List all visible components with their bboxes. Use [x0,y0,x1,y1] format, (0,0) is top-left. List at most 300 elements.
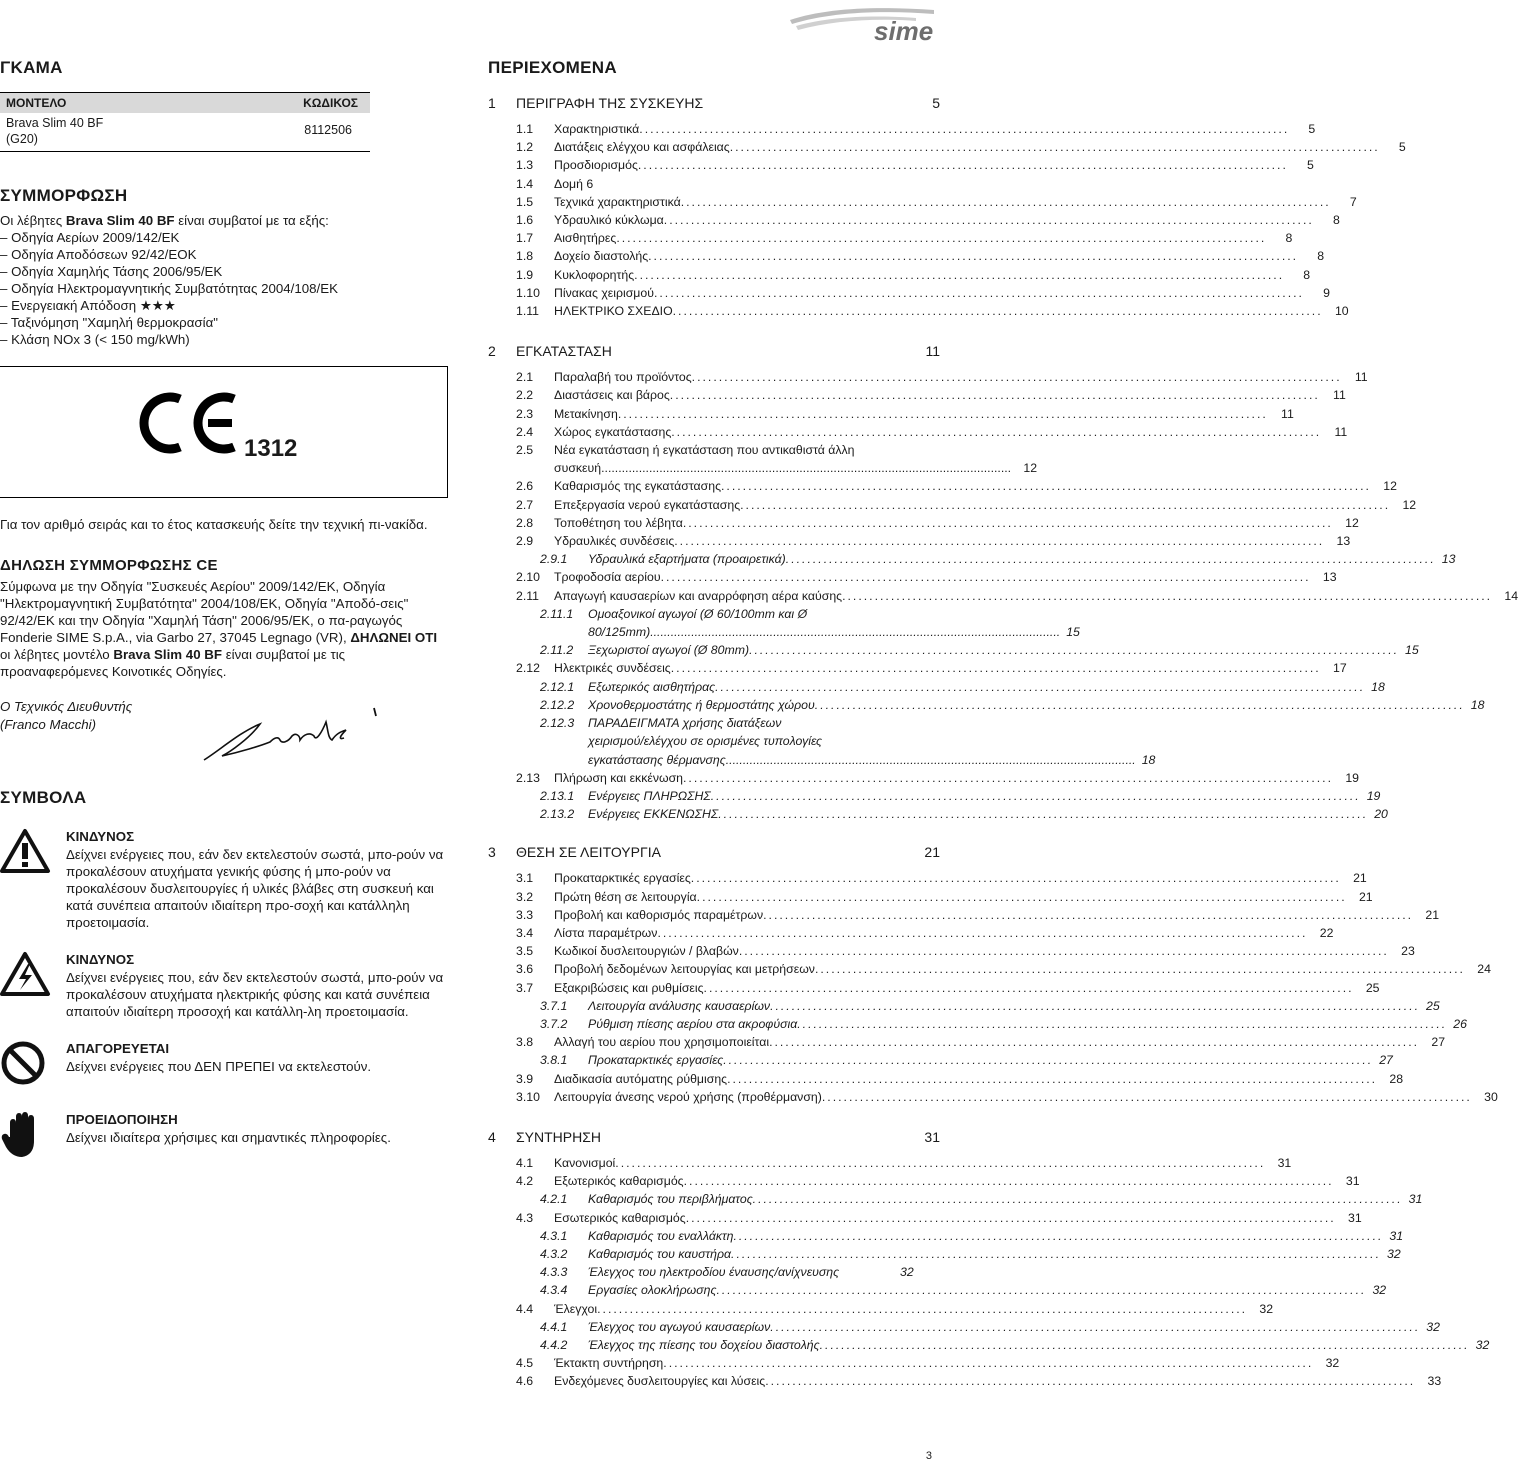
toc-entry-number: 1.9 [516,267,534,282]
toc-entry-number: 1.8 [516,249,534,264]
toc-entry-title: Χρονοθερμοστάτης ή θερμοστάτης χώρου [588,697,815,712]
warning-triangle-icon [0,828,66,931]
toc-leader: ........................................................................................................................ [672,304,1323,319]
toc-entry[interactable] [488,477,1397,495]
toc-entry-title-cont: 80/125mm) [588,625,651,640]
list-item: – Ταξινόμηση "Χαμηλή θερμοκρασία" [0,315,218,330]
toc-leader: ........................................................................................................................ [716,1283,1367,1298]
toc-section[interactable] [488,342,940,360]
toc-entry-title: Ενδεχόμενες δυσλειτουργίες και λύσεις [554,1374,766,1389]
toc-entry-title: Δομή 6 [554,176,594,191]
toc-entry-page: 11 [1354,370,1368,385]
toc-entry-page: 8 [1332,213,1340,228]
toc-entry-number: 4.3.1 [540,1228,568,1243]
toc-entry-number: 2.9.1 [540,552,568,567]
toc-entry[interactable] [488,1372,1442,1390]
toc-subentry[interactable] [488,550,1456,568]
toc-entry-page: 5 [1398,140,1406,155]
toc-leader: ........................................................................................................................ [685,1210,1336,1225]
toc-entry-title: ΗΛΕΚΤΡΙΚΟ ΣΧΕΔΙΟ [554,304,673,319]
ce-mark-icon [142,391,242,455]
toc-entry-page: 30 [1484,1089,1498,1104]
toc-leader: ........................................................................................................................ [785,552,1436,567]
toc-entry-title: Κωδικοί δυσλειτουργιών / βλαβών [554,944,739,959]
toc-entry-number: 1.3 [516,158,534,173]
toc-entry-number: 4.6 [516,1374,534,1389]
toc-entry[interactable] [488,423,1348,441]
toc-entry-number: 4.2 [516,1174,534,1189]
toc-entry-title: Προκαταρκτικές εργασίες [588,1053,724,1068]
symbol-description: Δείχνει ιδιαίτερα χρήσιμες και σημαντικές πληροφορίες. [66,1130,391,1145]
toc-entry[interactable] [488,587,1518,605]
toc-entry[interactable] [488,138,1406,156]
toc-entry-number: 4.5 [516,1356,534,1371]
toc-entry-title: Έλεγχοι [554,1301,598,1316]
toc-entry[interactable] [488,1209,1362,1227]
toc-entry-page: 32 [1325,1356,1340,1371]
toc-entry-title: Ενέργειες ΕΚΚΕΝΩΣΗΣ [588,807,719,822]
toc-entry-number: 2.1 [516,370,534,385]
sime-logo [786,6,936,46]
symbol-title: ΚΙΝΔΥΝΟΣ [66,952,135,967]
toc-leader: ........................................................................................................................ [710,788,1361,803]
model-name: Brava Slim 40 BF [6,116,104,130]
toc-entry[interactable] [488,769,1359,787]
toc-entry[interactable] [488,284,1330,302]
toc-entry-title: Μετακίνηση [554,406,618,421]
toc-section[interactable] [488,94,940,112]
toc-leader: ........................................................................................................................ [617,406,1268,421]
toc-leader: ........................................................................................................................ [674,534,1325,549]
toc-leader: ........................................................................................................................ [616,231,1267,246]
toc-entry-title: Καθαρισμός του περιβλήματος [588,1192,753,1207]
toc-entry[interactable] [488,568,1337,586]
toc-entry-number: 2.12 [516,661,540,676]
toc-leader: ........................................................................................................................ [769,1035,1420,1050]
toc-entry[interactable] [488,386,1346,404]
toc-entry[interactable] [488,211,1340,229]
toc-entry-page: 27 [1379,1053,1393,1068]
toc-entry[interactable] [488,1354,1340,1372]
signatory-title: Ο Τεχνικός Διευθυντής [0,699,133,714]
toc-entry-page: 8 [1303,267,1311,282]
toc-entry-title: Τροφοδοσία αερίου [554,570,661,585]
toc-entry-title: Χώρος εγκατάστασης [554,424,672,439]
toc-entry-page: 15 [1405,643,1419,658]
symbol-danger-general [0,828,450,931]
toc-leader: ........................................................................................................................ [842,588,1493,603]
toc-entry-title: Υδραυλικές συνδέσεις [554,534,675,549]
toc-entry-number: 4.3.2 [540,1246,568,1261]
toc-entry[interactable] [488,942,1415,960]
toc-entry-page: 22 [1319,925,1334,940]
toc-entry[interactable] [488,1300,1274,1318]
toc-leader: ........................................................................................................................ [752,1192,1403,1207]
toc-entry-page: 13 [1336,534,1351,549]
toc-entry-number: 2.9 [516,534,534,549]
list-item: – Οδηγία Χαμηλής Τάσης 2006/95/ΕΚ [0,264,223,279]
toc-leader: ........................................................................................................................ [663,1356,1314,1371]
toc-leader: ........................................................................................................................ [657,925,1308,940]
toc-entry-number: 3.5 [516,944,534,959]
toc-section-number: 2 [488,343,496,360]
toc-entry[interactable] [488,888,1373,906]
toc-section-page: 11 [925,343,940,360]
model-gas: (G20) [6,132,38,146]
toc-entry-page: 17 [1333,661,1347,676]
toc-entry-title: Εξωτερικός αισθητήρας [588,679,716,694]
toc-entry[interactable] [488,229,1293,247]
toc-entry-page: 13 [1322,570,1337,585]
toc-leader: ........................................................................................................................ [683,770,1333,785]
toc-entry[interactable] [488,302,1349,320]
toc-subentry[interactable] [488,1190,1423,1208]
toc-section[interactable] [488,1128,940,1146]
toc-entry-number: 2.3 [516,406,534,421]
toc-entry-number: 1.11 [516,304,540,319]
toc-entry[interactable] [488,368,1368,386]
toc-subentry[interactable] [488,1245,1401,1263]
toc-entry-page: 33 [1427,1374,1442,1389]
toc-entry-number: 4.3 [516,1210,534,1225]
toc-leader: ........................................................................................................................ [770,1319,1421,1334]
model-code: 8112506 [304,123,352,137]
toc-section-number: 1 [488,95,496,111]
toc-entry-page: 21 [1425,907,1440,922]
toc-entry-number: 2.5 [516,443,534,458]
toc-entry-title: Τεχνικά χαρακτηριστικά [554,194,681,209]
toc-entry-number: 2.6 [516,479,534,494]
toc-leader: ........................................................................................................................ [763,907,1414,922]
toc-entry-title: Ξεχωριστοί αγωγοί (Ø 80mm) [588,643,750,658]
symbol-title: ΠΡΟΕΙΔΟΠΟΙΗΣΗ [66,1112,178,1127]
toc-leader: ........................................................................................................................ [683,1174,1334,1189]
toc-entry-title: Ενέργειες ΠΛΗΡΩΣΗΣ [588,788,711,803]
toc-entry[interactable] [488,175,940,193]
toc-subentry[interactable] [488,1051,1393,1069]
toc-entry-title: Καθαρισμός του καυστήρα [588,1246,732,1261]
toc-section-page: 5 [932,95,940,111]
toc-leader: ........................................................................................................................ [718,807,1369,822]
toc-leader: ........................................................................................................................ [819,1337,1470,1352]
list-item: – Οδηγία Αποδόσεων 92/42/ΕΟΚ [0,247,197,262]
toc-entry-number: 1.5 [516,194,534,209]
toc-entry-title: Εργασίες ολοκλήρωσης [588,1283,717,1298]
toc-entry-page: 32 [1426,1319,1440,1334]
toc-entry-number: 3.2 [516,889,534,904]
toc-section-title: ΠΕΡΙΓΡΑΦΗ ΤΗΣ ΣΥΣΚΕΥΗΣ [516,95,704,111]
toc-entry[interactable] [488,1154,1292,1172]
toc-entry-title: Ρύθμιση πίεσης αερίου στα ακροφύσια [588,1016,798,1031]
toc-subentry[interactable] [488,714,1156,769]
toc-section-title: ΘΕΣΗ ΣΕ ΛΕΙΤΟΥΡΓΙΑ [516,844,661,861]
conformity-intro: Οι λέβητες Brava Slim 40 BF είναι συμβατοί με τα εξής: [0,213,329,228]
toc-leader: ........................................................................................................................ [634,267,1285,282]
toc-entry[interactable] [488,1033,1446,1051]
toc-entry[interactable] [488,960,1491,978]
toc-entry-page: 12 [1345,515,1359,530]
toc-entry-title: Διαδικασία αυτόματης ρύθμισης [554,1071,728,1086]
toc-leader: ........................................................................................................................ [670,661,1321,676]
signatory-name: (Franco Macchi) [0,717,97,732]
toc-entry-number: 3.7 [516,980,534,995]
toc-subentry[interactable] [488,605,1080,641]
toc-entry-title: Κανονισμοί [554,1155,616,1170]
toc-entry[interactable] [488,979,1380,997]
toc-entry-page: 8 [1317,249,1325,264]
toc-entry[interactable] [488,514,1359,532]
page-number: 3 [925,1450,932,1462]
serial-note: Για τον αριθμό σειράς και το έτος κατασκευής δείτε την τεχνική πι-νακίδα. [0,517,428,532]
toc-entry-page: 31 [1389,1228,1404,1243]
left-column [0,58,450,1164]
toc-entry-number: 2.7 [516,497,534,512]
toc-entry[interactable] [488,924,1334,942]
symbol-description: Δείχνει ενέργειες που, εάν δεν εκτελεστούν σωστά, μπο-ρούν να προκαλέσουν ατυχήματα ηλεκτρικής φύσης και κατά συνέπεια απαιτούν ιδιαίτερη προσοχή και κατάλλη-λη προετοιμασία. [66,970,444,1019]
toc-entry-number: 4.4.1 [540,1319,568,1334]
toc-entry-number: 2.13.1 [540,788,575,803]
toc-entry[interactable] [488,869,1367,887]
toc-entry-number: 3.9 [516,1071,534,1086]
toc-leader: ........................................................................................................................ [729,140,1380,155]
toc-entry-title: Πλήρωση και εκκένωση [554,770,684,785]
toc-entry-title: Καθαρισμός της εγκατάστασης [554,479,721,494]
toc-entry-title: Υδραυλικό κύκλωμα [554,213,664,228]
toc-entry[interactable] [488,266,1311,284]
list-item: – Κλάση NOx 3 (< 150 mg/kWh) [0,332,190,347]
toc-section-number: 4 [488,1128,496,1145]
toc-entry-number: 3.4 [516,925,534,940]
toc-entry[interactable] [488,405,1294,423]
toc-entry-number: 3.8 [516,1035,534,1050]
toc-entry-number: 2.2 [516,388,534,403]
toc-leader: ........................................................................................................................ [821,1089,1472,1104]
toc-entry-number: 2.4 [516,424,534,439]
toc-entry-page: 20 [1374,807,1388,822]
model-header: ΜΟΝΤΕΛΟ [6,96,67,110]
list-item: – Ενεργειακή Απόδοση ★★★ [0,298,176,313]
toc-entry-title: Παραλαβή του προϊόντος [554,370,692,385]
toc-entry-number: 3.8.1 [540,1053,568,1068]
toc-leader: ........................................................................................................................ [727,1071,1378,1086]
toc-entry[interactable] [488,532,1351,550]
toc-entry-number: 2.12.2 [540,697,575,712]
toc-entry-page: 24 [1477,962,1491,977]
toc-subentry[interactable] [488,1015,1467,1033]
toc-entry-title: Προβολή δεδομένων λειτουργίας και μετρήσεων [554,962,815,977]
toc-entry-page: 23 [1401,944,1415,959]
toc-entry-page: 19 [1366,788,1381,803]
toc-entry-page: 13 [1441,552,1456,567]
toc-entry-page: 25 [1365,980,1380,995]
declaration-title: ΔΗΛΩΣΗ ΣΥΜΜΟΡΦΩΣΗΣ CE [0,557,218,574]
toc-leader: ........................................................................................................................ [680,194,1331,209]
toc-subentry[interactable] [488,1263,940,1281]
toc-entry-title: Απαγωγή καυσαερίων και αναρρόφηση αέρα καύσης [554,588,843,603]
toc-subentry[interactable] [488,1227,1404,1245]
toc-entry-title: Εξωτερικός καθαρισμός [554,1174,684,1189]
toc-leader: ........................................................................................................................ [765,1374,1416,1389]
toc-entry[interactable] [488,1070,1404,1088]
toc-subentry[interactable] [488,787,1381,805]
toc-entry-page: 5 [1308,122,1316,136]
toc-entry-title: Προκαταρκτικές εργασίες [554,871,691,886]
toc-entry-number: 2.11.2 [540,643,574,658]
toc-entry[interactable] [488,496,1417,514]
toc-subentry[interactable] [488,1336,1490,1354]
model-row [0,113,370,151]
toc-subentry[interactable] [488,805,1388,823]
toc-subentry[interactable] [488,997,1440,1015]
toc-section-number: 3 [488,844,496,861]
toc-entry-title-cont: συσκευή [554,461,602,476]
toc-subentry[interactable] [488,1281,1387,1299]
model-table [0,92,370,152]
toc-entry[interactable] [488,156,1314,174]
toc-subentry[interactable] [488,696,1485,714]
toc-entry-page: 12 [1402,497,1417,512]
toc-entry-title: Υδραυλικά εξαρτήματα (προαιρετικά) [588,552,786,567]
toc-entry-page: 32 [1259,1301,1274,1316]
toc-leader: ........................................................................................................................ [648,249,1299,264]
toc-entry-page: 18 [1371,679,1385,694]
toc-entry-page: 14 [1504,588,1518,603]
toc-subentry[interactable] [488,678,1385,696]
toc-leader: ........................................................................................................................ [696,889,1347,904]
toc-entry-title: Λίστα παραμέτρων [554,925,658,940]
toc-leader: ........................................................................................................................ [725,752,1136,767]
toc-leader: ........................................................................................................................ [637,158,1288,173]
conformity-title: ΣΥΜΜΟΡΦΩΣΗ [0,186,128,205]
toc-leader: ........................................................................................................................ [738,944,1389,959]
conformity-list [0,229,450,348]
symbol-description: Δείχνει ενέργειες που, εάν δεν εκτελεστούν σωστά, μπο-ρούν να προκαλέσουν ατυχήματα γενικής φύσης ή μπο-ρούν να προκαλέσουν δυσλειτουργίες ή υλικές βλάβες στη συσκευή και κατά συνέπεια απαιτούν ιδιαίτερη προ-σοχή και κατάλληλη προετοιμασία. [66,847,444,930]
symbol-warning [0,1111,450,1164]
toc-entry-page: 31 [1347,1210,1362,1225]
toc-entry-number: 1.1 [516,122,534,136]
toc-leader: ........................................................................................................................ [703,980,1354,995]
toc-leader: ........................................................................................................................ [814,697,1465,712]
toc-entry-title: Διατάξεις ελέγχου και ασφάλειας [554,140,730,155]
toc-entry-page: 15 [1066,625,1080,640]
ce-mark-box [0,366,448,498]
toc-entry-title: Διαστάσεις και βάρος [554,388,670,403]
toc-section-title: ΣΥΝΤΗΡΗΣΗ [516,1128,601,1145]
toc-entry-number: 3.7.1 [540,998,568,1013]
toc-entry-title-cont: χειρισμού/ελέγχου σε ορισμένες τυπολογίες [588,734,823,749]
gama-title: ΓΚΑΜΑ [0,58,63,77]
toc-entry-page: 18 [1141,752,1156,767]
toc-section[interactable] [488,843,940,861]
toc-leader: ........................................................................................................................ [663,213,1314,228]
toc-entry-page: 11 [1334,424,1348,439]
toc-entry[interactable] [488,247,1325,265]
toc-entry-number: 3.3 [516,907,534,922]
toc-entry[interactable] [488,1172,1360,1190]
hand-caution-icon [0,1111,66,1164]
toc-leader: ........................................................................................................................ [682,515,1333,530]
toc-entry-number: 1.7 [516,231,534,246]
toc-entry-number: 2.12.3 [540,716,575,731]
toc-title: ΠΕΡΙΕΧΟΜΕΝΑ [488,58,617,77]
toc-entry-title: Επεξεργασία νερού εγκατάστασης [554,497,741,512]
toc-entry-title-cont: εγκατάστασης θέρμανσης [588,752,726,767]
toc-entry-page: 28 [1389,1071,1404,1086]
toc-entry-title: Χαρακτηριστικά [554,122,640,136]
table-of-contents [488,58,1518,1391]
toc-entry-number: 4.2.1 [540,1192,568,1207]
toc-leader: ........................................................................................................................ [650,625,1061,640]
toc-subentry[interactable] [488,1318,1440,1336]
toc-section-page: 31 [924,1128,940,1145]
toc-entry-title: Καθαρισμός του εναλλάκτη [588,1228,734,1243]
toc-subentry[interactable] [488,641,1419,659]
toc-entry-page: 21 [1353,871,1367,886]
toc-entry-page [914,175,940,193]
toc-leader: ........................................................................................................................ [770,998,1421,1013]
electric-hazard-icon [0,951,66,1020]
toc-leader: ........................................................................................................................ [669,388,1320,403]
toc-section-title: ΕΓΚΑΤΑΣΤΑΣΗ [516,343,612,360]
toc-entry[interactable] [488,906,1440,924]
toc-leader: ........................................................................................................................ [671,424,1322,439]
toc-entry[interactable] [488,193,1357,211]
toc-entry-number: 3.7.2 [540,1016,568,1031]
toc-entry-title: Πρώτη θέση σε λειτουργία [554,889,697,904]
toc-entry-page: 27 [1431,1035,1446,1050]
toc-entry-page: 31 [1277,1155,1292,1170]
toc-entry-title: Έλεγχος του ηλεκτροδίου έναυσης/ανίχνευσης [588,1265,840,1280]
toc-entry-number: 1.4 [516,176,534,191]
toc-section-page: 21 [924,844,940,861]
toc-entry-number: 1.10 [516,285,540,300]
symbol-description: Δείχνει ενέργειες που ΔΕΝ ΠΡΕΠΕΙ να εκτελεστούν. [66,1059,372,1074]
toc-entry-number: 3.10 [516,1089,540,1104]
toc-entry[interactable] [488,441,1038,477]
toc-leader: ........................................................................................................................ [660,570,1311,585]
toc-entry-title: Έλεγχος της πίεσης του δοχείου διαστολής [588,1337,820,1352]
symbol-title: ΚΙΝΔΥΝΟΣ [66,829,135,844]
toc-entry-number: 4.4.2 [540,1337,568,1352]
toc-entry-number: 2.10 [516,570,540,585]
toc-entry-title: Έκτακτη συντήρηση [554,1356,664,1371]
toc-entry-page: 10 [1334,304,1349,319]
symbols-title: ΣΥΜΒΟΛΑ [0,788,87,807]
ce-number: 1312 [244,435,298,462]
toc-entry-number: 2.8 [516,515,534,530]
toc-entry[interactable] [488,659,1347,677]
toc-entry-page: 8 [1285,231,1293,246]
toc-entry[interactable] [488,120,1316,138]
toc-entry[interactable] [488,1088,1498,1106]
toc-entry-number: 4.3.4 [540,1283,568,1298]
toc-entry-title: Αισθητήρες [554,231,617,246]
toc-leader: ........................................................................................................................ [691,370,1342,385]
toc-entry-number: 3.1 [516,871,534,886]
toc-entry-title: Προσδιορισμός [554,158,638,173]
toc-entry-title: Νέα εγκατάσταση ή εγκατάσταση που αντικαθιστά άλλη [554,443,855,458]
toc-entry-title: Δοχείο διαστολής [554,249,649,264]
toc-entry-title: Εξακριβώσεις και ρυθμίσεις [554,980,704,995]
toc-entry-number: 2.11.1 [540,606,574,621]
toc-entry-number: 1.6 [516,213,534,228]
toc-entry-title: Ομοαξονικοί αγωγοί (Ø 60/100mm και Ø [588,606,808,621]
toc-entry-page: 12 [1383,479,1397,494]
toc-leader: ........................................................................................................................ [597,1301,1248,1316]
toc-entry-title: Ηλεκτρικές συνδέσεις [554,661,671,676]
toc-leader: ........................................................................................................................ [723,1053,1374,1068]
toc-leader: ........................................................................................................................ [797,1016,1448,1031]
